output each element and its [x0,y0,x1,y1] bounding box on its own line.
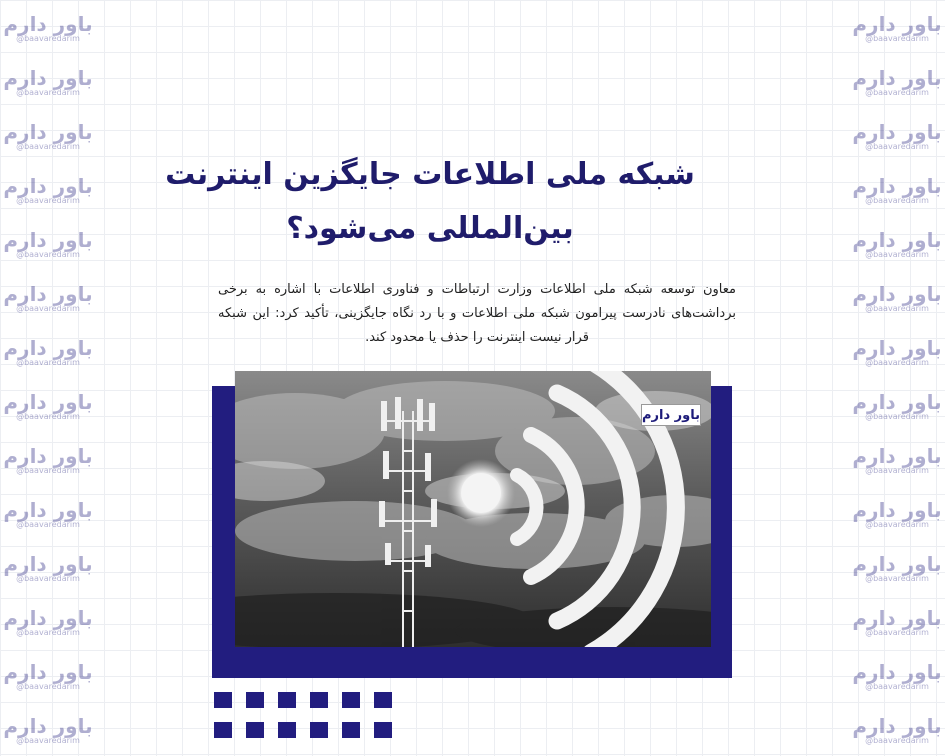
watermark-handle: @baavaredarim [865,33,929,43]
dot [214,692,232,708]
watermark-handle: @baavaredarim [16,627,80,637]
watermark-logo: باور دارم [3,335,93,360]
watermark [0,162,96,216]
watermark-logo: باور دارم [852,443,942,468]
watermark-logo: باور دارم [852,119,942,144]
watermark [0,594,96,648]
watermark-logo: باور دارم [3,713,93,738]
watermark-logo: باور دارم [3,443,93,468]
watermark [0,432,96,486]
watermark-handle: @baavaredarim [16,465,80,475]
watermark-handle: @baavaredarim [865,141,929,151]
watermark [0,540,96,594]
watermark [0,486,96,540]
watermark-handle: @baavaredarim [16,249,80,259]
article-lead: معاون توسعه شبکه ملی اطلاعات وزارت ارتباطات و فناوری اطلاعات با اشاره به برخی برداشت‌های نادرست پیرامون شبکه ملی اطلاعات و با رد نگاه جایگزینی، تأکید کرد: این شبکه قرار نیست اینترنت را حذف یا محدود کند. [218,282,736,345]
watermark [0,216,96,270]
watermark-handle: @baavaredarim [865,249,929,259]
watermark [849,378,945,432]
watermark-column-left [0,0,96,756]
watermark-logo: باور دارم [852,605,942,630]
article-image [235,371,711,647]
watermark-logo: باور دارم [3,119,93,144]
watermark-handle: @baavaredarim [865,519,929,529]
watermark-column-right [849,0,945,756]
watermark [849,54,945,108]
watermark-logo: باور دارم [852,551,942,576]
watermark-handle: @baavaredarim [16,681,80,691]
watermark-handle: @baavaredarim [865,573,929,583]
watermark-handle: @baavaredarim [16,519,80,529]
watermark-logo: باور دارم [3,389,93,414]
watermark-handle: @baavaredarim [865,465,929,475]
watermark-logo: باور دارم [852,335,942,360]
watermark-logo: باور دارم [852,173,942,198]
title-line-2: بین‌المللی می‌شود؟ [286,211,574,246]
watermark-logo: باور دارم [3,227,93,252]
watermark-handle: @baavaredarim [16,87,80,97]
watermark-handle: @baavaredarim [16,33,80,43]
watermark-logo: باور دارم [852,389,942,414]
watermark-logo: باور دارم [3,551,93,576]
watermark [0,0,96,54]
dot [214,722,232,738]
watermark [849,594,945,648]
watermark-logo: باور دارم [3,497,93,522]
watermark-handle: @baavaredarim [16,411,80,421]
watermark [849,648,945,702]
watermark [849,540,945,594]
watermark-logo: باور دارم [3,11,93,36]
watermark-logo: باور دارم [3,173,93,198]
watermark [0,648,96,702]
watermark [0,270,96,324]
tower-wifi-illustration [235,371,711,647]
dot [310,722,328,738]
watermark-logo: باور دارم [852,227,942,252]
watermark-handle: @baavaredarim [865,87,929,97]
watermark-logo: باور دارم [3,281,93,306]
watermark-handle: @baavaredarim [865,303,929,313]
watermark-logo: باور دارم [852,65,942,90]
watermark-handle: @baavaredarim [865,627,929,637]
dot [310,692,328,708]
watermark [849,216,945,270]
brand-badge-text: باور دارم [642,407,700,423]
watermark-handle: @baavaredarim [16,735,80,745]
watermark-handle: @baavaredarim [865,681,929,691]
dot [246,692,264,708]
watermark-logo: باور دارم [3,65,93,90]
watermark-logo: باور دارم [852,497,942,522]
watermark-logo: باور دارم [852,659,942,684]
watermark-handle: @baavaredarim [865,735,929,745]
watermark-handle: @baavaredarim [16,195,80,205]
watermark [0,324,96,378]
brand-badge [641,404,701,426]
watermark-logo: باور دارم [852,281,942,306]
watermark-handle: @baavaredarim [16,141,80,151]
dot [374,692,392,708]
watermark-handle: @baavaredarim [865,195,929,205]
watermark-logo: باور دارم [852,11,942,36]
dot [342,722,360,738]
watermark-handle: @baavaredarim [16,573,80,583]
title-line-1: شبکه ملی اطلاعات جایگزین اینترنت [165,157,695,192]
watermark-logo: باور دارم [3,605,93,630]
watermark [849,162,945,216]
dot [342,692,360,708]
watermark-handle: @baavaredarim [865,411,929,421]
watermark-handle: @baavaredarim [865,357,929,367]
dot [246,722,264,738]
watermark [0,702,96,756]
watermark [849,432,945,486]
watermark [849,702,945,756]
watermark-handle: @baavaredarim [16,303,80,313]
watermark [0,378,96,432]
watermark [849,270,945,324]
watermark [0,108,96,162]
watermark [849,108,945,162]
decorative-dot-grid [214,692,394,738]
dot [278,692,296,708]
watermark-logo: باور دارم [3,659,93,684]
watermark [849,486,945,540]
watermark [849,0,945,54]
article-title [140,148,720,256]
watermark-logo: باور دارم [852,713,942,738]
dot [278,722,296,738]
dot [374,722,392,738]
watermark [0,54,96,108]
watermark [849,324,945,378]
watermark-handle: @baavaredarim [16,357,80,367]
